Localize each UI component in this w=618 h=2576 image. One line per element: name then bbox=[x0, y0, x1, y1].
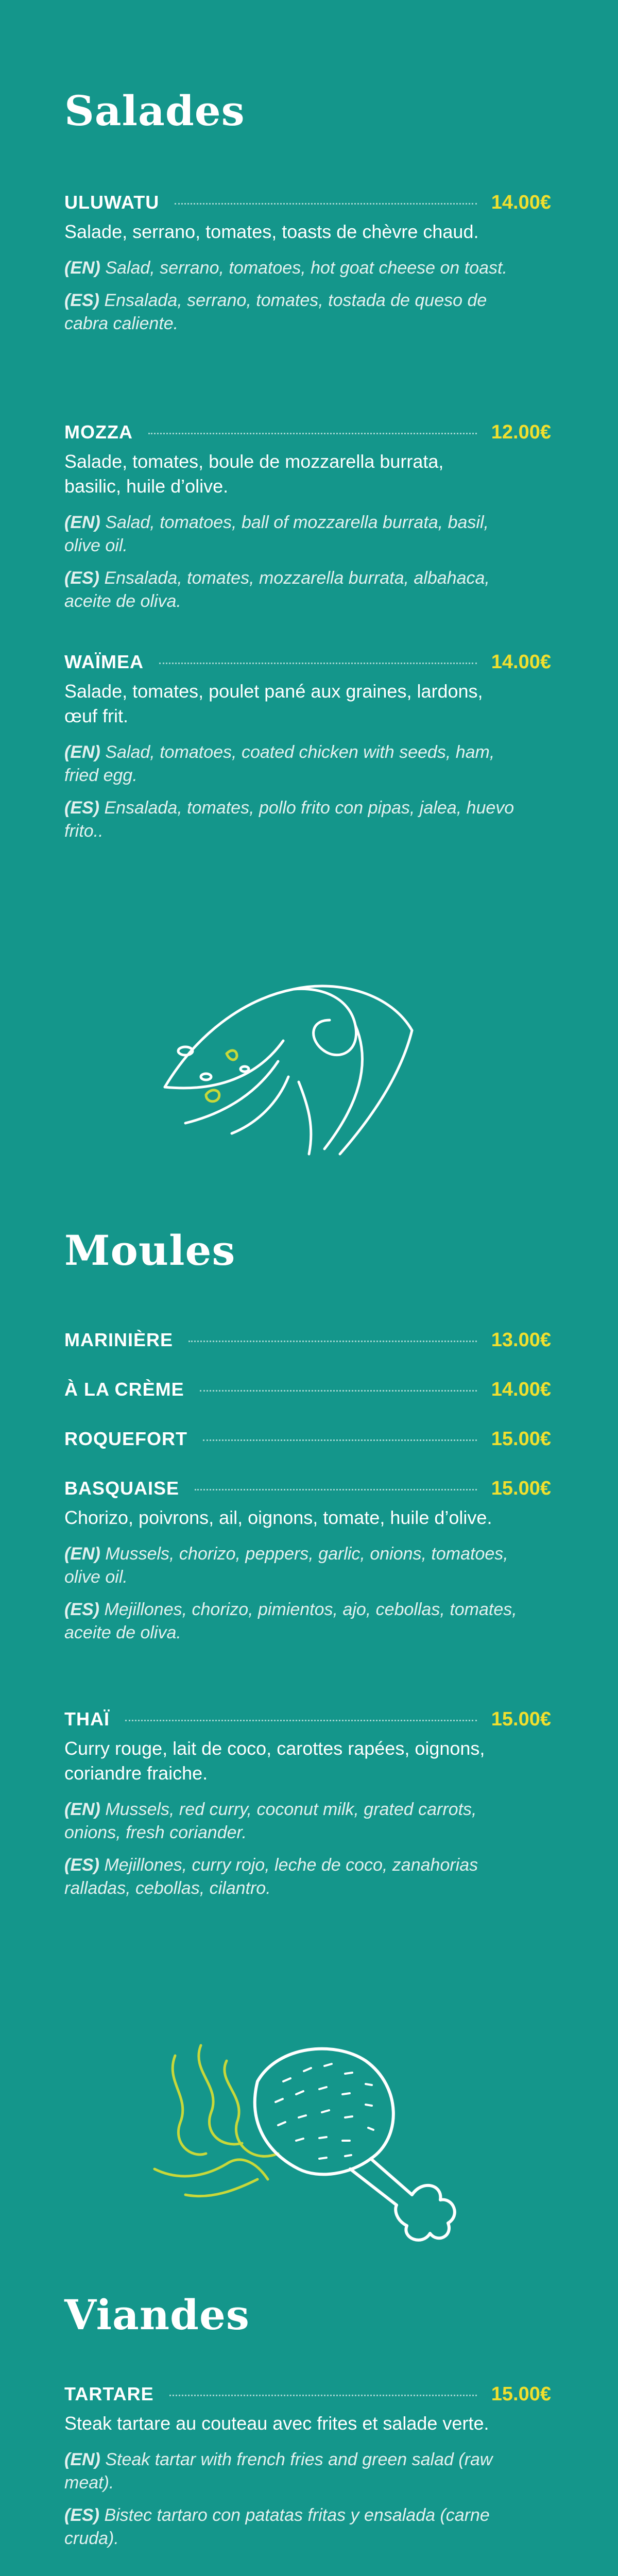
item-translation-es: (ES) Ensalada, tomates, mozzarella burrata, albahaca, aceite de oliva. bbox=[64, 568, 490, 611]
section-title-salades: Salades bbox=[64, 87, 245, 135]
menu-item-basquaise bbox=[64, 1478, 551, 1645]
item-translation-es: (ES) Ensalada, serrano, tomates, tostada de queso de cabra caliente. bbox=[64, 291, 487, 333]
item-description: Salade, serrano, tomates, toasts de chèvre chaud. bbox=[64, 221, 479, 242]
item-translation-es: (ES) Mejillones, chorizo, pimientos, ajo, cebollas, tomates, aceite de oliva. bbox=[64, 1600, 517, 1642]
item-price: 13.00€ bbox=[491, 1329, 551, 1351]
item-name: WAÏMEA bbox=[64, 651, 144, 672]
item-price: 15.00€ bbox=[491, 2383, 551, 2405]
dot-leader bbox=[159, 663, 477, 664]
dot-leader bbox=[195, 1489, 477, 1490]
item-translation-en: (EN) Salad, serrano, tomatoes, hot goat cheese on toast. bbox=[64, 258, 507, 278]
menu-item-mozza bbox=[64, 421, 551, 613]
menu-item-thai bbox=[64, 1708, 551, 1900]
dot-leader bbox=[200, 1390, 477, 1392]
section-title-moules: Moules bbox=[64, 1226, 236, 1275]
item-price: 15.00€ bbox=[491, 1708, 551, 1730]
item-name: THAÏ bbox=[64, 1708, 110, 1730]
item-description: Steak tartare au couteau avec frites et salade verte. bbox=[64, 2413, 489, 2434]
menu-item-mariniere bbox=[64, 1329, 551, 1355]
dot-leader bbox=[188, 1341, 477, 1342]
item-name: ROQUEFORT bbox=[64, 1428, 187, 1449]
item-description: Salade, tomates, boule de mozzarella burrata, basilic, huile d’olive. bbox=[64, 451, 444, 497]
item-price: 14.00€ bbox=[491, 651, 551, 673]
item-price: 12.00€ bbox=[491, 421, 551, 443]
item-name: ULUWATU bbox=[64, 192, 160, 213]
item-name: À LA CRÈME bbox=[64, 1379, 184, 1400]
item-translation-en: (EN) Salad, tomatoes, coated chicken with seeds, ham, fried egg. bbox=[64, 742, 495, 785]
item-name: TARTARE bbox=[64, 2383, 154, 2404]
item-translation-en: (EN) Mussels, chorizo, peppers, garlic, onions, tomatoes, olive oil. bbox=[64, 1544, 508, 1587]
item-name: BASQUAISE bbox=[64, 1478, 180, 1499]
dot-leader bbox=[125, 1720, 477, 1721]
item-translation-en: (EN) Mussels, red curry, coconut milk, grated carrots, onions, fresh coriander. bbox=[64, 1800, 477, 1842]
item-price: 14.00€ bbox=[491, 1379, 551, 1400]
menu-item-a-la-creme bbox=[64, 1379, 551, 1404]
wave-illustration bbox=[154, 958, 422, 1164]
menu-item-roquefort bbox=[64, 1428, 551, 1454]
item-price: 15.00€ bbox=[491, 1478, 551, 1499]
menu-item-waimea bbox=[64, 651, 551, 843]
item-translation-en: (EN) Salad, tomatoes, ball of mozzarella burrata, basil, olive oil. bbox=[64, 513, 489, 555]
item-description: Salade, tomates, poulet pané aux graines, lardons, œuf frit. bbox=[64, 681, 483, 726]
dot-leader bbox=[203, 1439, 477, 1441]
item-translation-es: (ES) Bistec tartaro con patatas fritas y ensalada (carne cruda). bbox=[64, 2505, 490, 2548]
item-translation-es: (ES) Mejillones, curry rojo, leche de coco, zanahorias ralladas, cebollas, cilantro. bbox=[64, 1855, 478, 1898]
dot-leader bbox=[175, 203, 476, 205]
item-name: MOZZA bbox=[64, 421, 133, 443]
dot-leader bbox=[148, 433, 477, 434]
menu-item-uluwatu bbox=[64, 192, 551, 335]
item-description: Chorizo, poivrons, ail, oignons, tomate, huile d’olive. bbox=[64, 1507, 492, 1528]
item-description: Curry rouge, lait de coco, carottes rapées, oignons, coriandre fraiche. bbox=[64, 1738, 485, 1784]
menu-item-tartare bbox=[64, 2383, 551, 2550]
item-price: 15.00€ bbox=[491, 1428, 551, 1450]
section-title-viandes: Viandes bbox=[64, 2291, 250, 2339]
item-translation-en: (EN) Steak tartar with french fries and green salad (raw meat). bbox=[64, 2450, 493, 2493]
chicken-leg-illustration bbox=[144, 2025, 484, 2251]
item-price: 14.00€ bbox=[491, 192, 551, 213]
item-name: MARINIÈRE bbox=[64, 1329, 174, 1350]
item-translation-es: (ES) Ensalada, tomates, pollo frito con pipas, jalea, huevo frito.. bbox=[64, 798, 514, 841]
dot-leader bbox=[169, 2395, 477, 2396]
